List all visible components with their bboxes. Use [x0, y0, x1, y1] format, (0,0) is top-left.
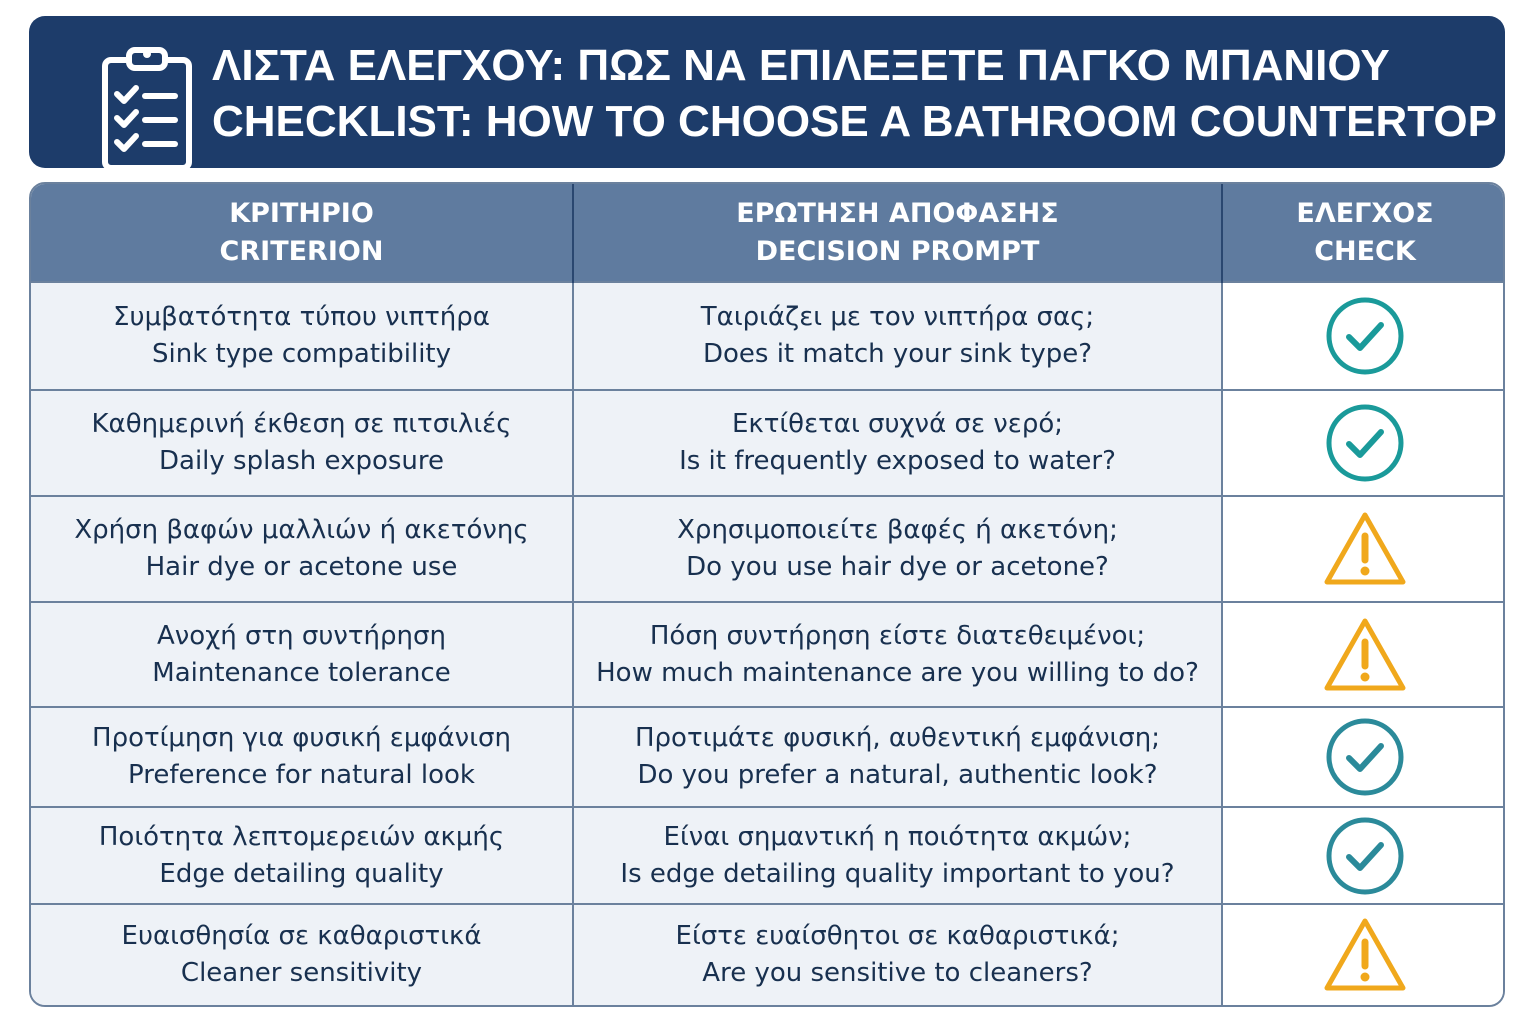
checkmark-circle-icon: [1323, 404, 1407, 482]
column-header-criterion: [31, 184, 573, 282]
decision-prompt-cell-en: Is it frequently exposed to water?: [679, 446, 1116, 476]
check-cell: [1222, 807, 1505, 904]
criterion-cell-en: Sink type compatibility: [151, 339, 451, 369]
decision-prompt-cell: [573, 707, 1222, 807]
warning-triangle-icon: [1323, 916, 1407, 994]
column-header-decision-prompt: [573, 184, 1222, 282]
criterion-cell-el: Καθημερινή έκθεση σε πιτσιλιές: [91, 409, 512, 439]
decision-prompt-cell: [573, 602, 1222, 707]
decision-prompt-cell-en: Do you use hair dye or acetone?: [686, 552, 1109, 582]
criterion-cell-el: Συμβατότητα τύπου νιπτήρα: [113, 302, 490, 332]
criterion-cell-el: Ανοχή στη συντήρηση: [157, 620, 446, 651]
table-row: [31, 904, 1505, 1005]
decision-prompt-cell-el: Πόση συντήρηση είστε διατεθειμένοι;: [649, 620, 1146, 651]
criterion-cell-el: Ευαισθησία σε καθαριστικά: [121, 921, 482, 951]
decision-prompt-cell: [573, 282, 1222, 390]
column-header-criterion-el: ΚΡΙΤΗΡΙΟ: [229, 197, 374, 229]
check-cell: [1222, 602, 1505, 707]
check-cell: [1222, 707, 1505, 807]
title-english: CHECKLIST: HOW TO CHOOSE A BATHROOM COUNTERTOP: [212, 97, 1497, 146]
decision-prompt-cell-en: Are you sensitive to cleaners?: [702, 958, 1093, 988]
checkmark-circle-icon: [1323, 817, 1407, 895]
decision-prompt-cell-en: Do you prefer a natural, authentic look?: [637, 760, 1158, 790]
decision-prompt-cell: [573, 390, 1222, 496]
criterion-cell-en: Preference for natural look: [128, 760, 475, 790]
decision-prompt-cell-el: Εκτίθεται συχνά σε νερό;: [731, 409, 1064, 439]
criterion-cell: [31, 282, 573, 390]
column-header-check-en: CHECK: [1314, 235, 1416, 267]
criterion-cell-en: Cleaner sensitivity: [180, 958, 423, 988]
decision-prompt-cell: [573, 496, 1222, 602]
criterion-cell-el: Ποιότητα λεπτομερειών ακμής: [98, 821, 505, 852]
decision-prompt-cell-en: Does it match your sink type?: [702, 339, 1093, 369]
table-row: [31, 282, 1505, 390]
criterion-cell: [31, 707, 573, 807]
check-cell: [1222, 496, 1505, 602]
criterion-cell: [31, 496, 573, 602]
header-row: [31, 184, 1505, 282]
decision-prompt-cell: [573, 904, 1222, 1005]
decision-prompt-cell: [573, 807, 1222, 904]
check-cell: [1222, 904, 1505, 1005]
table-row: [31, 602, 1505, 707]
decision-prompt-cell-el: Προτιμάτε φυσική, αυθεντική εμφάνιση;: [635, 723, 1160, 753]
criterion-cell: [31, 807, 573, 904]
criterion-cell-el: Χρήση βαφών μαλλιών ή ακετόνης: [74, 515, 529, 545]
decision-prompt-cell-el: Είστε ευαίσθητοι σε καθαριστικά;: [675, 921, 1120, 951]
check-cell: [1222, 390, 1505, 496]
warning-triangle-icon: [1323, 616, 1407, 694]
column-header-prompt-el: ΕΡΩΤΗΣΗ ΑΠΟΦΑΣΗΣ: [736, 197, 1059, 229]
clipboard-checklist-icon: [99, 42, 195, 172]
table-row: [31, 707, 1505, 807]
checklist-table: [29, 182, 1505, 1007]
column-header-prompt-en: DECISION PROMPT: [755, 235, 1040, 267]
criterion-cell-en: Daily splash exposure: [158, 446, 445, 476]
column-header-check-el: ΕΛΕΓΧΟΣ: [1296, 197, 1434, 229]
criterion-cell-el: Προτίμηση για φυσική εμφάνιση: [92, 723, 511, 753]
page-title: [212, 38, 1497, 150]
criterion-cell-en: Edge detailing quality: [159, 858, 444, 889]
warning-triangle-icon: [1323, 510, 1407, 588]
criterion-cell: [31, 390, 573, 496]
criterion-cell: [31, 602, 573, 707]
title-greek: ΛΙΣΤΑ ΕΛΕΓΧΟΥ: ΠΩΣ ΝΑ ΕΠΙΛΕΞΕΤΕ ΠΑΓΚΟ ΜΠΑΝΙΟΥ: [212, 41, 1390, 90]
table-row: [31, 807, 1505, 904]
checkmark-circle-icon: [1323, 297, 1407, 375]
criterion-cell-en: Hair dye or acetone use: [145, 552, 458, 582]
check-cell: [1222, 282, 1505, 390]
checkmark-circle-icon: [1323, 718, 1407, 796]
decision-prompt-cell-en: How much maintenance are you willing to do?: [596, 657, 1199, 688]
decision-prompt-cell-en: Is edge detailing quality important to you?: [620, 858, 1175, 889]
column-header-criterion-en: CRITERION: [219, 235, 384, 267]
table-row: [31, 390, 1505, 496]
decision-prompt-cell-el: Χρησιμοποιείτε βαφές ή ακετόνη;: [677, 515, 1118, 545]
decision-prompt-cell-el: Είναι σημαντική η ποιότητα ακμών;: [663, 821, 1132, 852]
table-row: [31, 496, 1505, 602]
criterion-cell-en: Maintenance tolerance: [152, 657, 451, 688]
decision-prompt-cell-el: Ταιριάζει με τον νιπτήρα σας;: [700, 302, 1095, 332]
column-header-check: [1222, 184, 1505, 282]
criterion-cell: [31, 904, 573, 1005]
